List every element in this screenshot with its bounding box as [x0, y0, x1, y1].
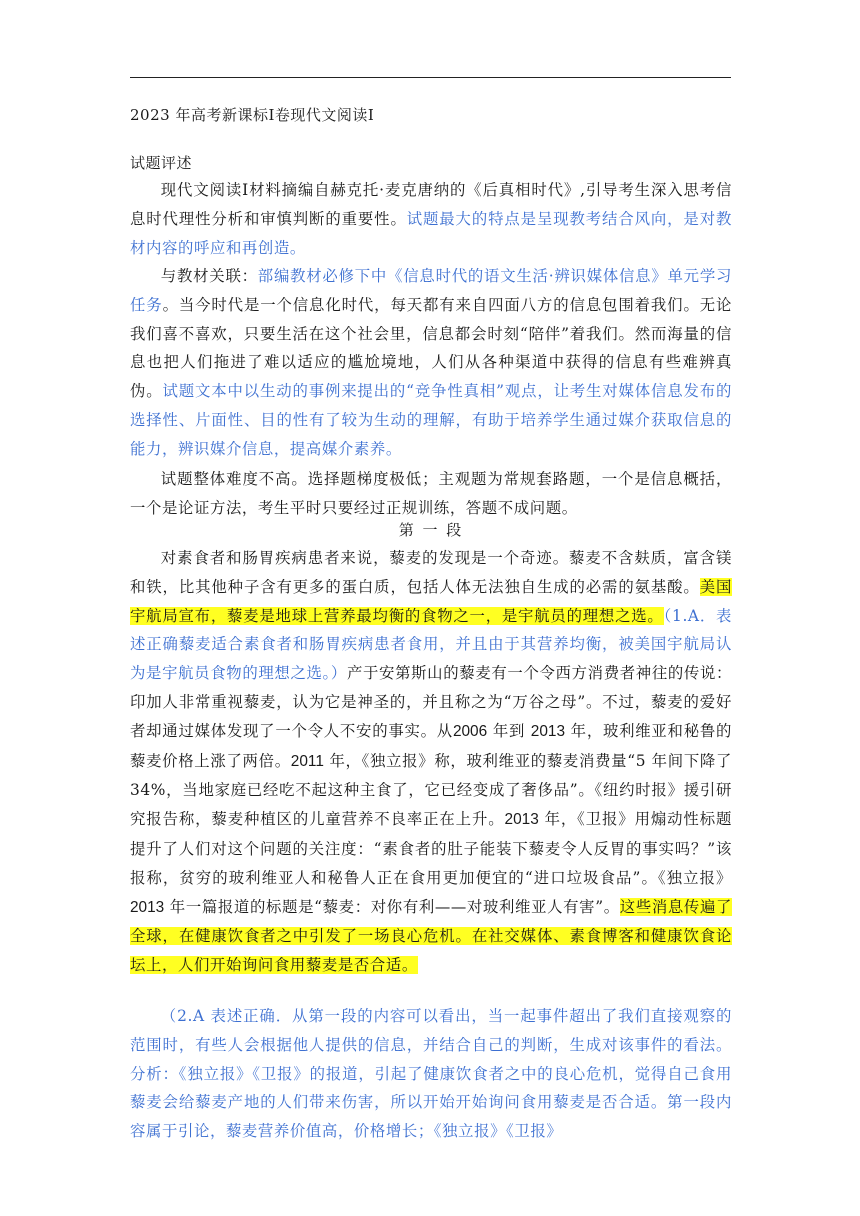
review-paragraph-1 — [130, 176, 732, 262]
review-paragraph-2 — [130, 262, 732, 464]
document-title: 2023 年高考新课标Ⅰ卷现代文阅读Ⅰ — [130, 106, 375, 124]
year-text: 2006 — [452, 722, 488, 740]
review-highlight-text: 试题文本中以生动的事例来提出的“竞争性真相”观点，让考生对媒体信息发布的选择性、片面性、目的性有了较为生动的理解，有助于培养学生通过媒介获取信息的能力，辨识媒介信息，提高媒介素养。 — [130, 382, 733, 458]
review-text: 。当今时代是一个信息化时代，每天都有来自四面八方的信息包围着我们。无论我们喜不喜欢，只要生活在这个社会里，信息都会时刻“陪伴”着我们。然而海量的信息也把人们拖进了难以适应的尴尬境地，人们从各种渠道中获得的信息有些难辨真伪。 — [130, 295, 732, 401]
year-text: 2013 — [504, 811, 539, 829]
passage-text: 年，《卫报》用煽动性标题提升了人们对这个问题的关注度：“素食者的肚子能装下藜麦令人反胃的事实吗？”该报称，贫穷的玻利维亚人和秘鲁人正在食用更加便宜的“进口垃圾食品”。《独立报》 — [130, 810, 732, 887]
passage-text: 年一篇报道的标题是“藜麦：对你有利——对玻利维亚人有害”。 — [164, 897, 620, 916]
year-text: 2013 — [130, 898, 165, 916]
year-text: 2013 — [530, 722, 566, 740]
passage-text: 对素食者和肠胃疾病患者来说，藜麦的发现是一个奇迹。藜麦不含麸质，富含镁和铁，比其他种子含有更多的蛋白质，包括人体无法独自生成的必需的氨基酸。 — [130, 549, 732, 596]
textbook-link-label: 与教材关联： — [160, 267, 258, 285]
review-paragraph-3 — [130, 465, 732, 523]
passage-text: 年，《独立报》称，玻利维亚的藜麦消费量“5 年间下降了 34%，当地家庭已经吃不起这种主食了，它已经变成了奢侈品”。《纽约时报》援引研究报告称，藜麦种植区的儿童营养不良率正在上升。 — [130, 751, 732, 829]
answer-note-paragraph — [130, 1002, 732, 1146]
passage-text: 年，玻利维亚和秘鲁的藜麦价格上涨了两倍。 — [130, 721, 732, 770]
section-label: 试题评述 — [130, 154, 193, 172]
review-highlight-text: 试题最大的特点是呈现教考结合风向，是对教材内容的呼应和再创造。 — [130, 209, 732, 257]
review-text: 现代文阅读Ⅰ材料摘编自赫克托·麦克唐纳的《后真相时代》,引导考生深入思考信息时代理性分析和审慎判断的重要性。 — [130, 181, 732, 228]
highlighted-text: 美国宇航局宣布，藜麦是地球上营养最均衡的食物之一，是宇航员的理想之选。 — [130, 577, 732, 625]
textbook-reference: 部编教材必修下中《信息时代的语文生活·辨识媒体信息》单元学习任务 — [130, 267, 732, 314]
answer-note: （2.A 表述正确．从第一段的内容可以看出，当一起事件超出了我们直接观察的范围时，有些人会根据他人提供的信息，并结合自己的判断，生成对该事件的看法。分析：《独立报》《卫报》的报道，引起了健康饮食者之中的良心危机，觉得自己食用藜麦会给藜麦产地的人们带来伤害，所以开始开始询问食用藜麦是否合适。第一段内容属于引论，藜麦营养价值高，价格增长；《独立报》《卫报》 — [130, 1007, 732, 1141]
review-text: 试题整体难度不高。选择题梯度极低；主观题为常规套路题，一个是信息概括，一个是论证方法，考生平时只要经过正规训练，答题不成问题。 — [130, 470, 732, 517]
passage-text: 产于安第斯山的藜麦有一个令西方消费者神往的传说：印加人非常重视藜麦，认为它是神圣的，并且称之为“万谷之母”。不过，藜麦的爱好者却通过媒体发现了一个令人不安的事实。从 — [130, 664, 733, 740]
section-heading: 第 一 段 — [398, 521, 464, 539]
header-rule — [130, 77, 731, 78]
passage-paragraph-1 — [130, 544, 732, 980]
answer-note: （1.A．表述正确藜麦适合素食者和肠胃疾病患者食用，并且由于其营养均衡，被美国宇航局认为是宇航员食物的理想之选。） — [130, 606, 732, 683]
passage-text: 年到 — [487, 721, 531, 740]
year-text: 2011 — [290, 752, 324, 770]
highlighted-text: 这些消息传遍了全球，在健康饮食者之中引发了一场良心危机。在社交媒体、素食博客和健康饮食论坛上，人们开始询问食用藜麦是否合适。 — [130, 897, 732, 975]
